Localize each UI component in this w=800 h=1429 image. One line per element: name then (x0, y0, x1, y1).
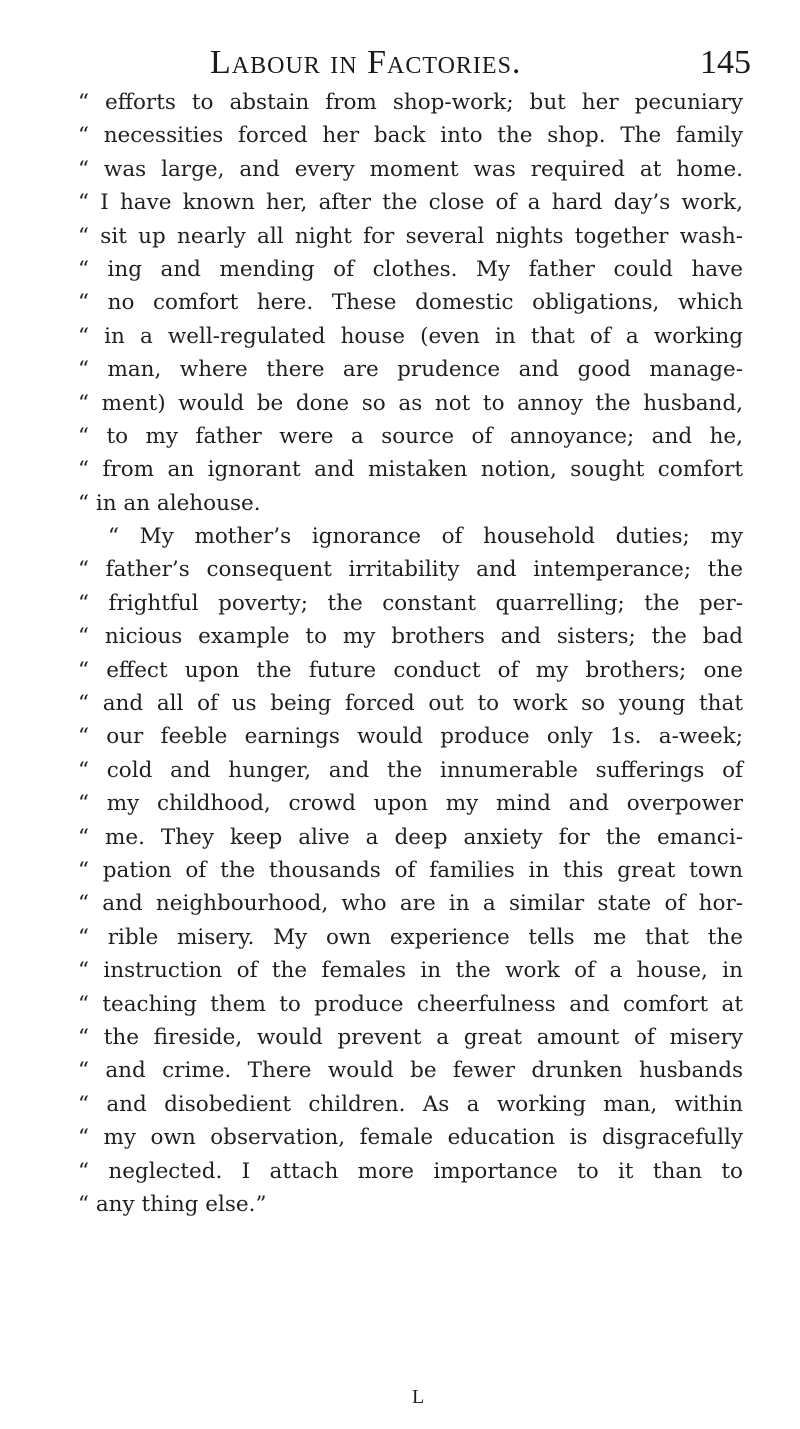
page-number: 145 (700, 44, 751, 81)
text-line: “ man, where there are prudence and good manage- (78, 357, 743, 383)
text-line: “ instruction of the females in the work of a house, in (78, 958, 743, 984)
text-line: “ to my father were a source of annoyance; and he, (78, 423, 743, 449)
text-line: “ sit up nearly all night for several nights together wash- (78, 223, 743, 249)
body-text (78, 86, 743, 1221)
running-head-title: Labour in Factories. (210, 44, 522, 81)
text-line: “ and all of us being forced out to work so young that (78, 691, 743, 717)
text-line: “ cold and hunger, and the innumerable sufferings of (78, 757, 743, 783)
text-line: “ teaching them to produce cheerfulness and comfort at (78, 991, 743, 1017)
text-line: “ frightful poverty; the constant quarrelling; the per- (78, 590, 743, 616)
text-line: “ from an ignorant and mistaken notion, sought comfort (78, 457, 743, 483)
paragraph-end-line: “ any thing else.” (78, 1191, 267, 1217)
text-line: “ necessities forced her back into the shop. The family (78, 123, 743, 149)
text-line: “ no comfort here. These domestic obligations, which (78, 290, 743, 316)
running-head (0, 44, 800, 88)
text-line: “ my childhood, crowd upon my mind and overpower (78, 791, 743, 817)
text-line: “ and crime. There would be fewer drunken husbands (78, 1058, 743, 1084)
text-line: “ and neighbourhood, who are in a similar state of hor- (78, 891, 743, 917)
text-line: “ ment) would be done so as not to annoy the husband, (78, 390, 743, 416)
text-line: “ our feeble earnings would produce only 1s. a-week; (78, 724, 743, 750)
text-line: “ neglected. I attach more importance to it than to (78, 1158, 743, 1184)
text-line: “ me. They keep alive a deep anxiety for the emanci- (78, 824, 743, 850)
text-line: “ effect upon the future conduct of my brothers; one (78, 657, 743, 683)
text-line: “ efforts to abstain from shop-work; but her pecuniary (78, 90, 743, 115)
paragraph-start-line: “ My mother’s ignorance of household duties; my (108, 524, 743, 550)
text-line: “ the fireside, would prevent a great amount of misery (78, 1024, 743, 1050)
paragraph-end-line: “ in an alehouse. (78, 490, 261, 516)
text-line: “ was large, and every moment was required at home. (78, 156, 743, 182)
text-line: “ my own observation, female education is disgracefully (78, 1125, 743, 1151)
text-line: “ ing and mending of clothes. My father could have (78, 256, 743, 282)
text-line: “ rible misery. My own experience tells me that the (78, 924, 743, 950)
signature-mark: L (412, 1386, 425, 1408)
text-line: “ and disobedient children. As a working man, within (78, 1091, 743, 1117)
text-line: “ father’s consequent irritability and intemperance; the (78, 557, 743, 583)
text-line: “ in a well-regulated house (even in that of a working (78, 323, 743, 349)
text-line: “ pation of the thousands of families in this great town (78, 857, 743, 883)
text-line: “ nicious example to my brothers and sisters; the bad (78, 624, 743, 650)
text-line: “ I have known her, after the close of a hard day’s work, (78, 190, 743, 216)
